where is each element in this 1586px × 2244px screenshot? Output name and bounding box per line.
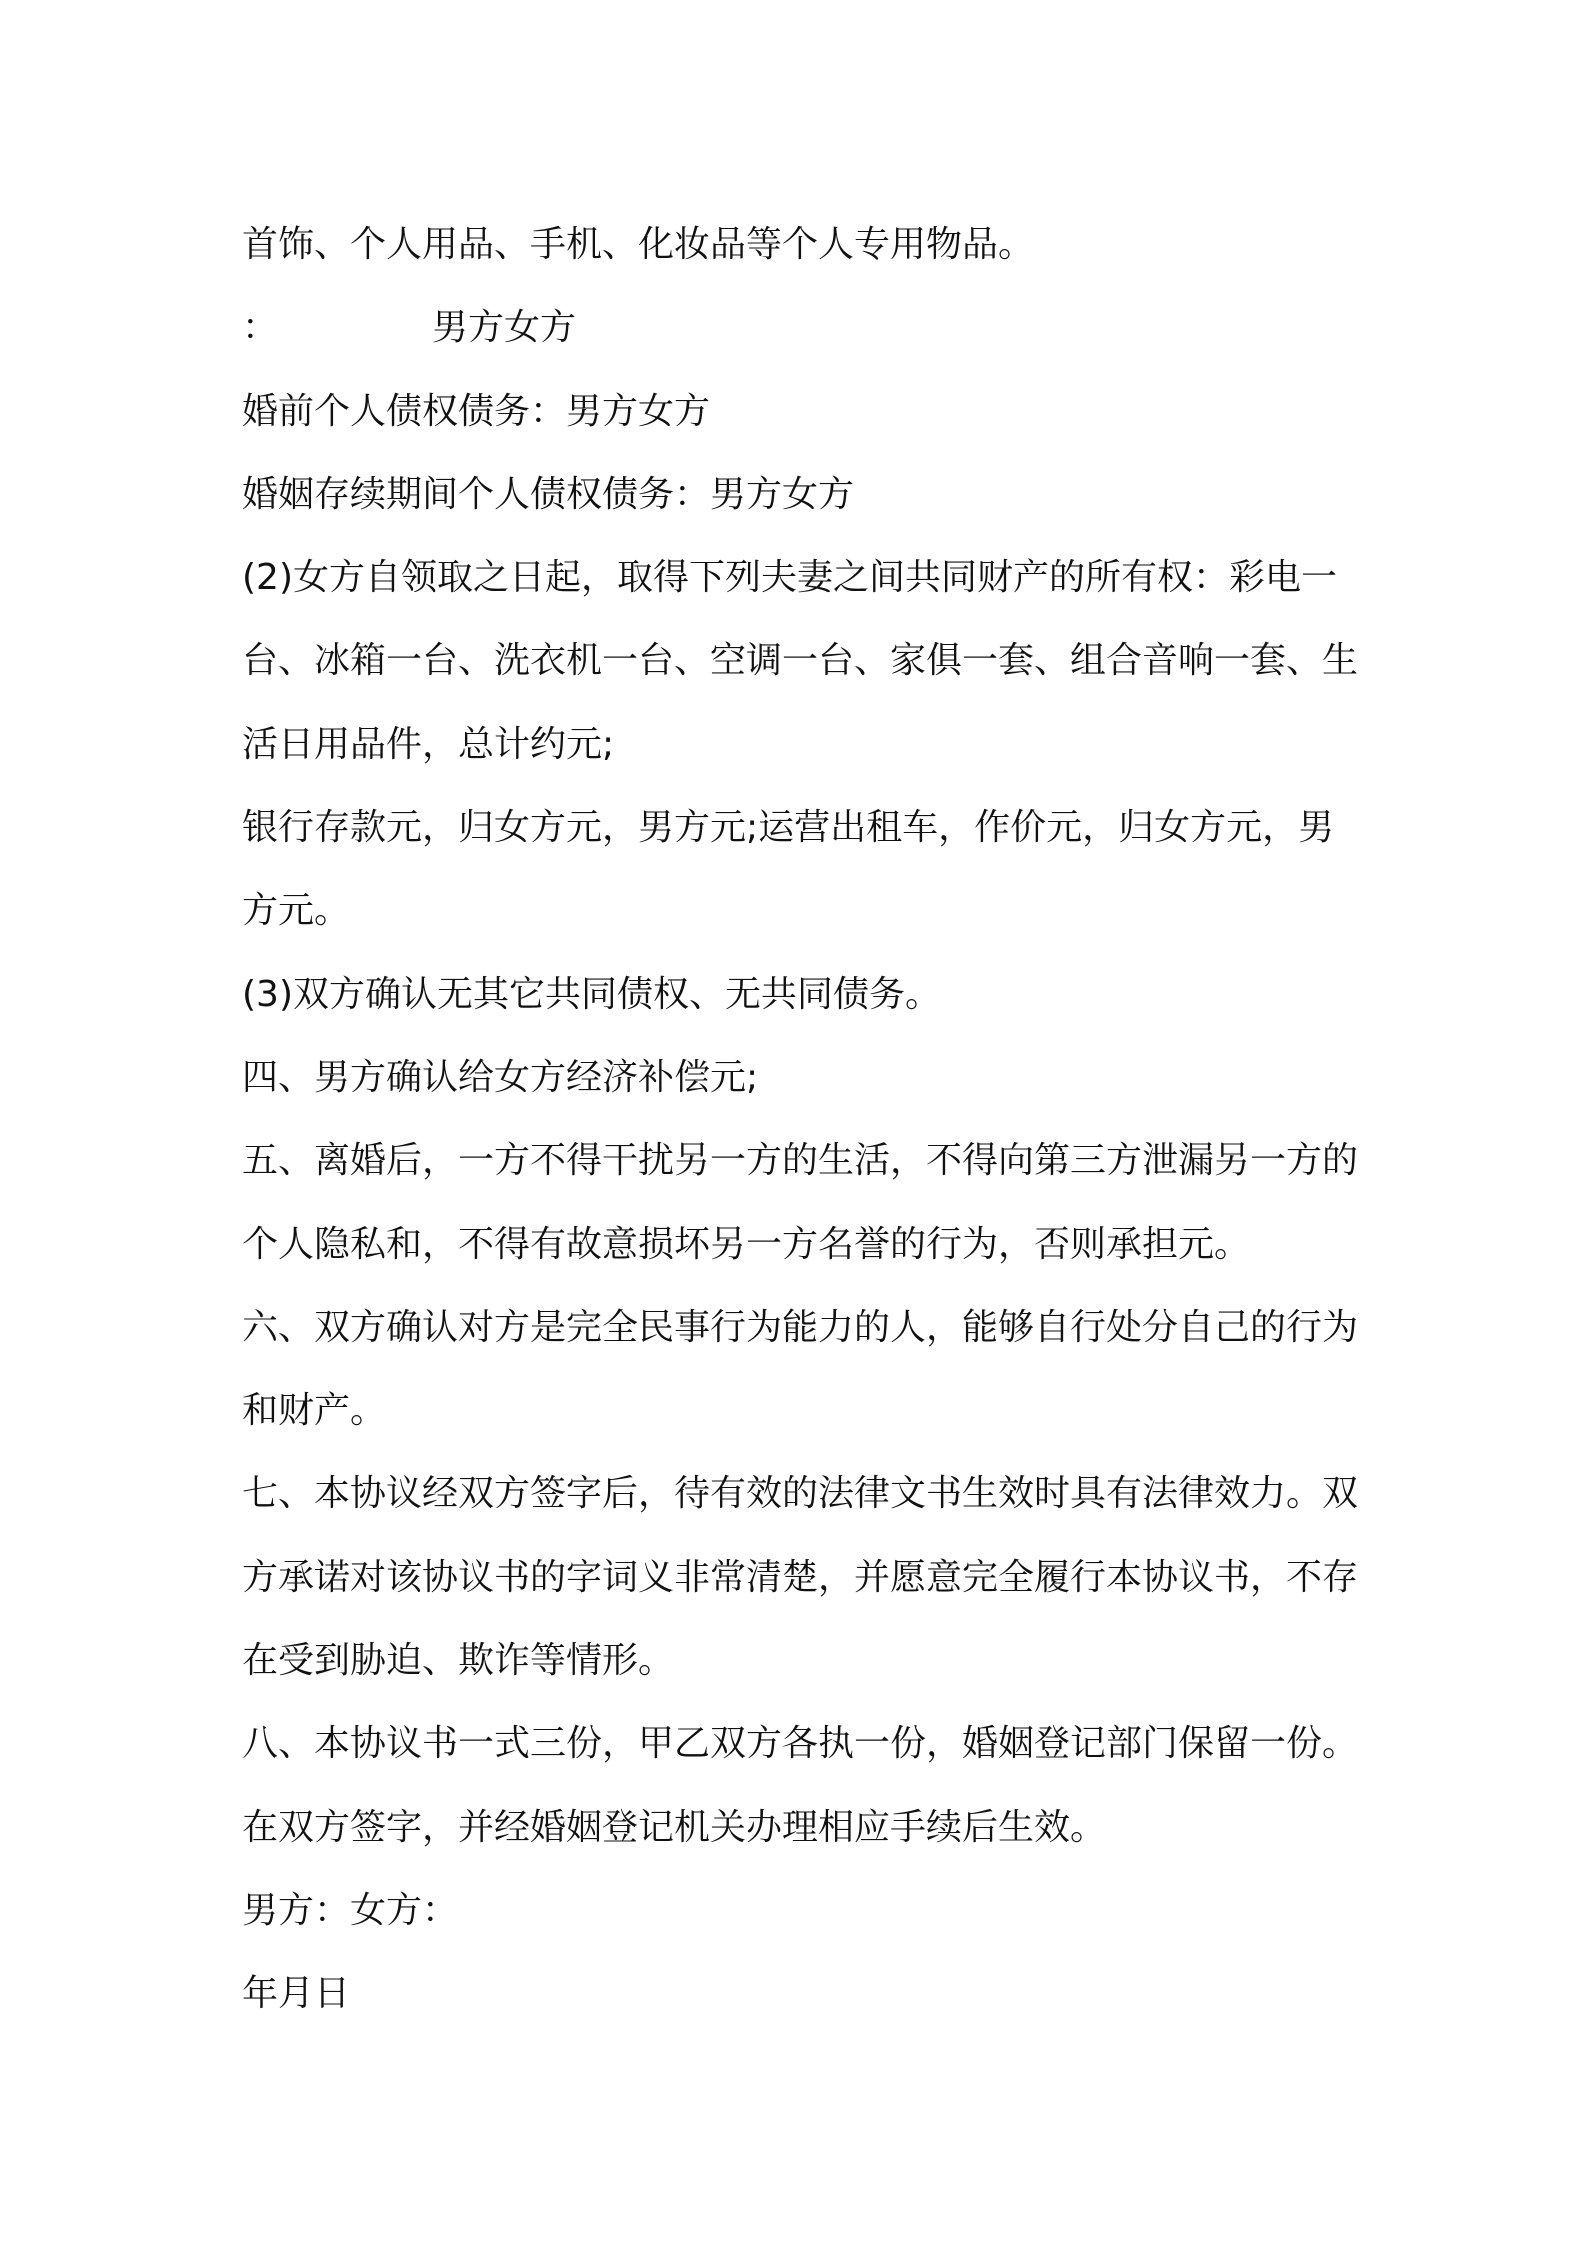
paragraph-premarital-debts: 婚前个人债权债务：男方女方 [242, 390, 711, 432]
paragraph-clause-six: 六、双方确认对方是完全民事行为能力的人，能够自行处分自己的行为和财产。 [242, 1306, 1359, 1432]
paragraph-marital-debts: 婚姻存续期间个人债权债务：男方女方 [242, 473, 855, 515]
document-body [242, 203, 1362, 2036]
colon-label: ： [242, 307, 279, 349]
paragraph-personal-items: 首饰、个人用品、手机、化妆品等个人专用物品。 [242, 224, 1035, 265]
paragraph-joint-property: (2)女方自领取之日起，取得下列夫妻之间共同财产的所有权：彩电一台、冰箱一台、洗衣机一台、空调一台、家俱一套、组合音响一套、生活日用品件，总计约元; [242, 557, 1359, 765]
paragraph-clause-four: 四、男方确认给女方经济补偿元; [242, 1056, 759, 1098]
colon-line-value: 男方女方 [432, 307, 577, 349]
paragraph-colon-line [242, 286, 1362, 369]
paragraph-bank-deposit: 银行存款元，归女方元，男方元;运营出租车，作价元，归女方元，男方元。 [242, 807, 1335, 932]
paragraph-no-joint-debts: (3)双方确认无其它共同债权、无共同债务。 [242, 973, 941, 1015]
signature-line: 男方：女方： [242, 1889, 459, 1931]
paragraph-clause-seven: 七、本协议经双方签字后，待有效的法律文书生效时具有法律效力。双方承诺对该协议书的字词义非常清楚，并愿意完全履行本协议书，不存在受到胁迫、欺诈等情形。 [242, 1473, 1359, 1682]
paragraph-clause-eight: 八、本协议书一式三份，甲乙双方各执一份，婚姻登记部门保留一份。在双方签字，并经婚姻登记机关办理相应手续后生效。 [242, 1723, 1359, 1848]
paragraph-clause-five: 五、离婚后，一方不得干扰另一方的生活，不得向第三方泄漏另一方的个人隐私和，不得有故意损坏另一方名誉的行为，否则承担元。 [242, 1140, 1359, 1265]
date-line: 年月日 [242, 1973, 351, 2015]
